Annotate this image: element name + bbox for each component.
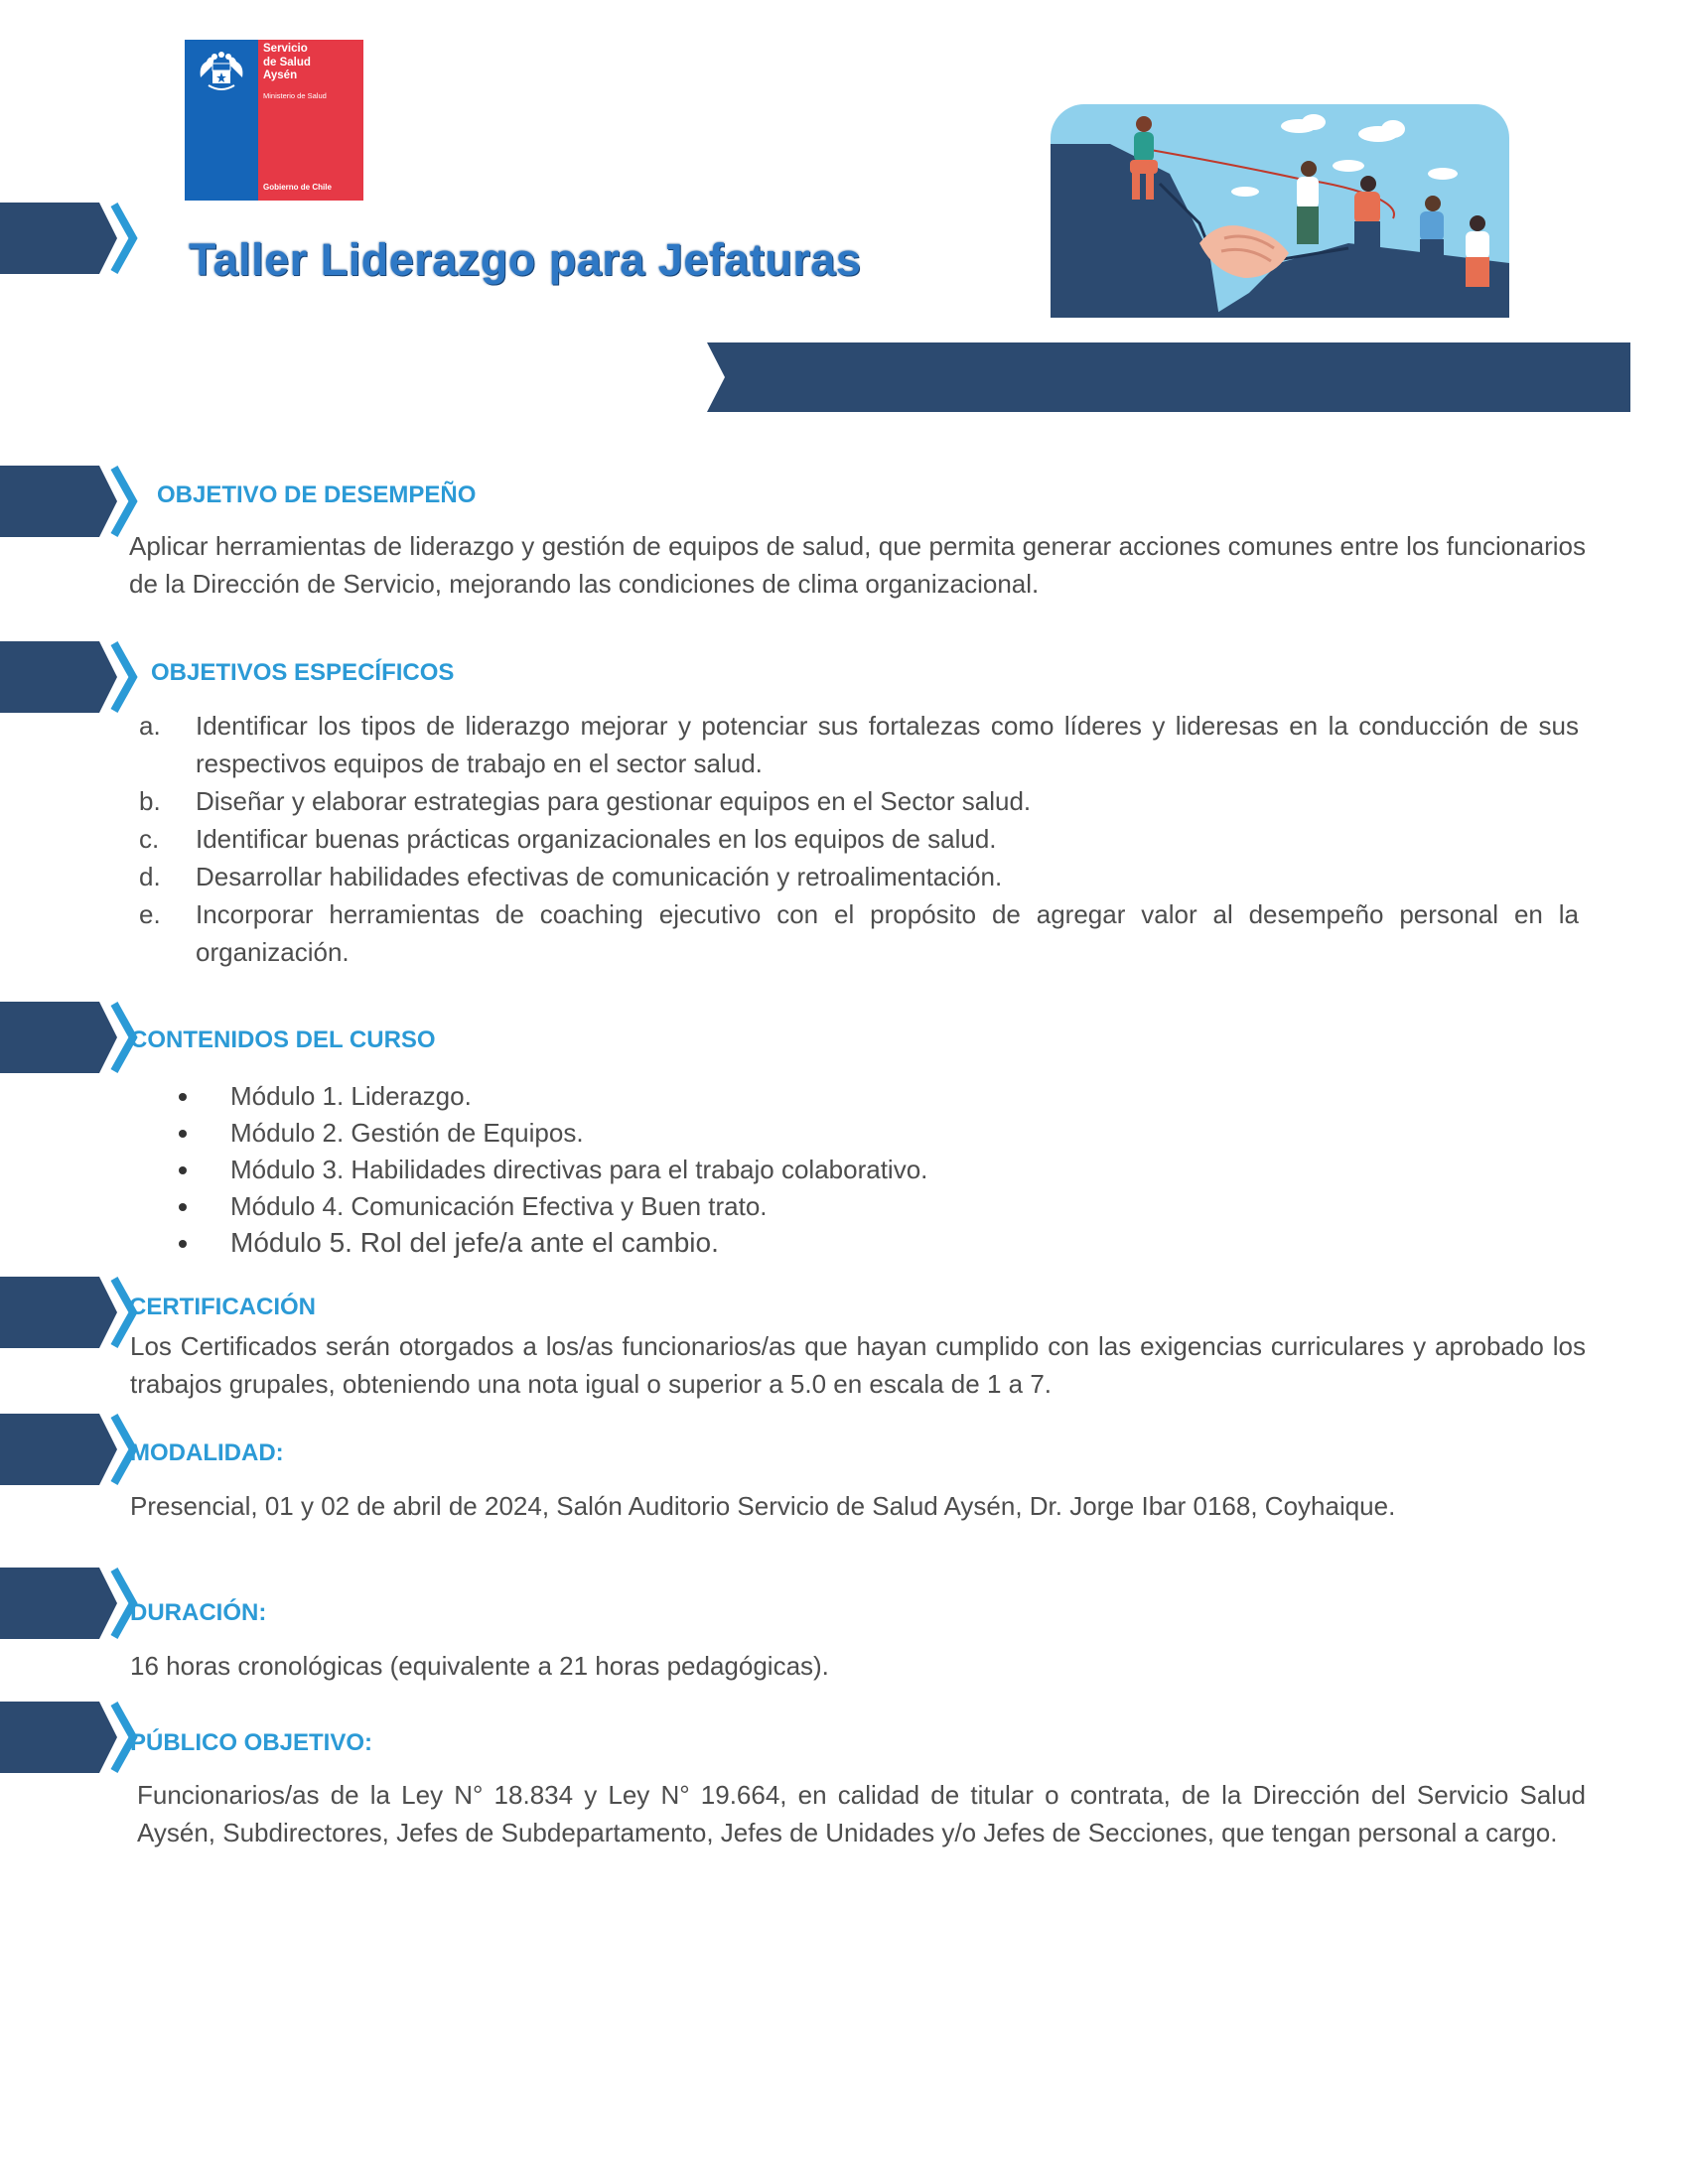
logo-ministry: Ministerio de Salud bbox=[263, 91, 327, 100]
section-arrow-icon bbox=[0, 1410, 139, 1489]
bullet-icon bbox=[179, 1130, 187, 1138]
coat-of-arms-icon bbox=[195, 48, 248, 99]
heading-objetivo-desempeno: OBJETIVO DE DESEMPEÑO bbox=[157, 481, 477, 508]
heading-contenidos: CONTENIDOS DEL CURSO bbox=[130, 1026, 436, 1053]
heading-objetivos-especificos: OBJETIVOS ESPECÍFICOS bbox=[151, 659, 455, 686]
list-item bbox=[179, 1224, 719, 1262]
body-modalidad: Presencial, 01 y 02 de abril de 2024, Salón Auditorio Servicio de Salud Aysén, Dr. Jorge Ibar 0168, Coyhaique. bbox=[130, 1491, 1396, 1521]
list-item bbox=[179, 1114, 584, 1152]
logo-text bbox=[263, 43, 311, 83]
list-item-text: Módulo 5. Rol del jefe/a ante el cambio. bbox=[230, 1227, 719, 1258]
section-arrow-icon bbox=[0, 637, 139, 717]
list-item-text: Módulo 3. Habilidades directivas para el trabajo colaborativo. bbox=[230, 1155, 928, 1184]
list-item bbox=[179, 1077, 472, 1115]
list-marker: b. bbox=[139, 786, 161, 816]
list-item-text: Identificar los tipos de liderazgo mejorar y potenciar sus fortalezas como líderes y lideresas en la conducción de sus respectivos equipos de trabajo en el sector salud. bbox=[196, 711, 1579, 778]
list-item bbox=[179, 1151, 927, 1188]
body-objetivo-desempeno: Aplicar herramientas de liderazgo y gestión de equipos de salud, que permita generar acciones comunes entre los funcionarios de la Dirección de Servicio, mejorando las condiciones de clima organizacional. bbox=[129, 531, 1586, 599]
body-certificacion: Los Certificados serán otorgados a los/as funcionarios/as que hayan cumplido con las exigencias curriculares y aprobado los trabajos grupales, obteniendo una nota igual o superior a 5.0 en escala de 1 a 7. bbox=[130, 1331, 1586, 1399]
institution-logo bbox=[185, 40, 363, 201]
list-item bbox=[139, 820, 1579, 858]
list-marker: d. bbox=[139, 862, 161, 891]
list-item-text: Incorporar herramientas de coaching ejecutivo con el propósito de agregar valor al desempeño personal en la organización. bbox=[196, 899, 1579, 967]
heading-duracion: DURACIÓN: bbox=[130, 1599, 267, 1626]
body-duracion: 16 horas cronológicas (equivalente a 21 horas pedagógicas). bbox=[130, 1651, 829, 1681]
bullet-icon bbox=[179, 1203, 187, 1211]
list-item-text: Desarrollar habilidades efectivas de comunicación y retroalimentación. bbox=[196, 862, 1003, 891]
header-banner bbox=[707, 342, 1630, 412]
logo-government: Gobierno de Chile bbox=[263, 183, 332, 192]
list-item-text: Módulo 1. Liderazgo. bbox=[230, 1081, 472, 1111]
list-item bbox=[179, 1187, 768, 1225]
logo-red-panel bbox=[258, 40, 363, 201]
section-arrow-icon bbox=[0, 1698, 139, 1777]
list-item bbox=[139, 858, 1579, 895]
logo-line-1: Servicio bbox=[263, 43, 308, 55]
heading-publico-objetivo: PÚBLICO OBJETIVO: bbox=[130, 1729, 373, 1756]
logo-line-2: de Salud bbox=[263, 56, 311, 68]
list-marker: c. bbox=[139, 824, 160, 854]
list-marker: e. bbox=[139, 899, 161, 929]
list-item-text: Identificar buenas prácticas organizacionales en los equipos de salud. bbox=[196, 824, 997, 854]
heading-certificacion: CERTIFICACIÓN bbox=[129, 1294, 316, 1320]
list-item-text: Módulo 2. Gestión de Equipos. bbox=[230, 1118, 584, 1148]
bullet-icon bbox=[179, 1240, 187, 1248]
section-arrow-icon bbox=[0, 462, 139, 541]
section-arrow-icon bbox=[0, 998, 139, 1077]
body-publico-objetivo: Funcionarios/as de la Ley N° 18.834 y Ley N° 19.664, en calidad de titular o contrata, de la Dirección del Servicio Salud Aysén, Subdirectores, Jefes de Subdepartamento, Jefes de Unidades y/o Jefes de Secciones, que tengan personal a cargo. bbox=[137, 1780, 1586, 1847]
list-item bbox=[139, 782, 1579, 820]
logo-blue-panel bbox=[185, 40, 258, 201]
list-item bbox=[139, 707, 1579, 782]
heading-modalidad: MODALIDAD: bbox=[130, 1439, 284, 1466]
bullet-icon bbox=[179, 1166, 187, 1174]
section-arrow-icon bbox=[0, 1564, 139, 1643]
bullet-icon bbox=[179, 1093, 187, 1101]
list-item-text: Diseñar y elaborar estrategias para gestionar equipos en el Sector salud. bbox=[196, 786, 1032, 816]
teamwork-illustration bbox=[1051, 104, 1509, 318]
list-marker: a. bbox=[139, 711, 161, 741]
page-title: Taller Liderazgo para Jefaturas bbox=[189, 234, 862, 285]
list-item bbox=[139, 895, 1579, 971]
title-arrow-icon bbox=[0, 199, 139, 278]
logo-line-3: Aysén bbox=[263, 69, 298, 81]
section-arrow-icon bbox=[0, 1273, 139, 1352]
list-item-text: Módulo 4. Comunicación Efectiva y Buen trato. bbox=[230, 1191, 768, 1221]
